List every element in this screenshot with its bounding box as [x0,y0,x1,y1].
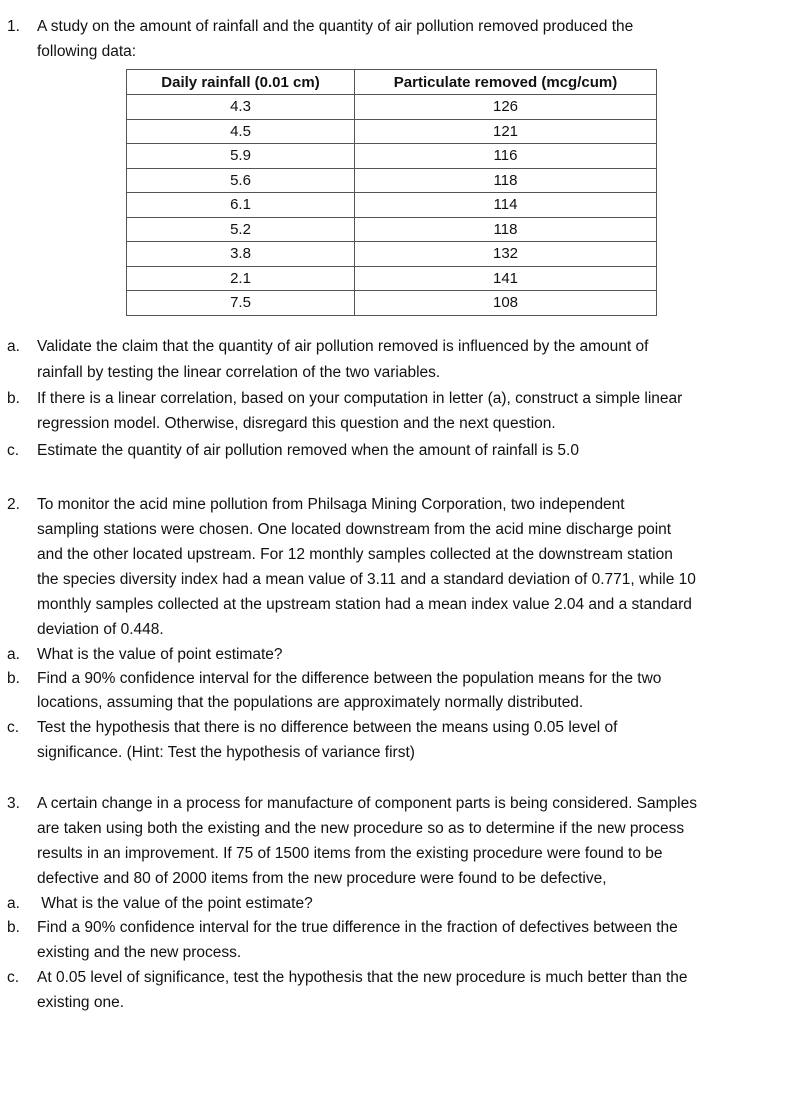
q2-part-text: locations, assuming that the populations are approximately normally distributed. [37,694,584,711]
q2-part-text: significance. (Hint: Test the hypothesis of variance first) [37,744,415,761]
table-header-row [127,70,657,95]
particulate-cell: 126 [355,95,657,120]
table-row [127,119,657,144]
particulate-cell: 141 [355,266,657,291]
q2-part-text: Test the hypothesis that there is no difference between the means using 0.05 level of [37,719,618,736]
particulate-cell: 116 [355,144,657,169]
q2-part-text: Find a 90% confidence interval for the difference between the population means for the two [37,670,662,687]
q3-text-line: results in an improvement. If 75 of 1500 items from the existing procedure were found to be [37,845,663,862]
q2-text-line: deviation of 0.448. [37,621,164,638]
q3-part-text: Find a 90% confidence interval for the true difference in the fraction of defectives between the [37,919,678,936]
header-daily-rainfall: Daily rainfall (0.01 cm) [127,70,355,95]
q3-part-letter: a. [7,895,20,912]
rainfall-cell: 4.3 [127,95,355,120]
q1-part-text: Validate the claim that the quantity of air pollution removed is influenced by the amount of [37,338,649,355]
q2-part-letter: a. [7,646,20,663]
rainfall-cell: 3.8 [127,242,355,267]
q2-text-line: monthly samples collected at the upstream station had a mean index value 2.04 and a standard [37,596,692,613]
rainfall-data-table [126,69,657,316]
rainfall-cell: 7.5 [127,291,355,316]
rainfall-cell: 5.6 [127,168,355,193]
table-row [127,217,657,242]
rainfall-cell: 6.1 [127,193,355,218]
rainfall-cell: 5.2 [127,217,355,242]
table-row [127,95,657,120]
q1-part-letter: a. [7,338,20,355]
q2-part-letter: c. [7,719,20,736]
particulate-cell: 132 [355,242,657,267]
q2-part-letter: b. [7,670,20,687]
rainfall-cell: 5.9 [127,144,355,169]
particulate-cell: 121 [355,119,657,144]
q2-text-line: To monitor the acid mine pollution from Philsaga Mining Corporation, two independent [37,496,625,513]
table-row [127,193,657,218]
table-row [127,242,657,267]
q1-number: 1. [7,18,20,35]
q1-part-text: If there is a linear correlation, based on your computation in letter (a), construct a simple linear [37,390,683,407]
q1-text-line: following data: [37,43,137,60]
rainfall-cell: 4.5 [127,119,355,144]
q1-part-letter: b. [7,390,20,407]
particulate-cell: 114 [355,193,657,218]
particulate-cell: 108 [355,291,657,316]
table-row [127,144,657,169]
q2-text-line: sampling stations were chosen. One located downstream from the acid mine discharge point [37,521,672,538]
q3-part-text: existing one. [37,994,125,1011]
table-row [127,168,657,193]
q2-number: 2. [7,496,20,513]
particulate-cell: 118 [355,168,657,193]
q3-part-text: At 0.05 level of significance, test the hypothesis that the new procedure is much better than the [37,969,688,986]
q1-part-text: rainfall by testing the linear correlation of the two variables. [37,364,441,381]
q3-number: 3. [7,795,20,812]
q2-text-line: the species diversity index had a mean value of 3.11 and a standard deviation of 0.771, while 10 [37,571,696,588]
q3-text-line: A certain change in a process for manufacture of component parts is being considered. Samples [37,795,697,812]
q3-text-line: are taken using both the existing and the new procedure so as to determine if the new process [37,820,685,837]
header-particulate-removed: Particulate removed (mcg/cum) [355,70,657,95]
q3-text-line: defective and 80 of 2000 items from the new procedure were found to be defective, [37,870,607,887]
rainfall-cell: 2.1 [127,266,355,291]
q3-part-text: existing and the new process. [37,944,242,961]
q3-part-letter: c. [7,969,20,986]
q2-text-line: and the other located upstream. For 12 monthly samples collected at the downstream station [37,546,673,563]
q1-text-line: A study on the amount of rainfall and the quantity of air pollution removed produced the [37,18,634,35]
table-row [127,266,657,291]
particulate-cell: 118 [355,217,657,242]
q1-part-text: regression model. Otherwise, disregard this question and the next question. [37,415,556,432]
q1-part-text: Estimate the quantity of air pollution removed when the amount of rainfall is 5.0 [37,442,579,459]
q1-part-letter: c. [7,442,20,459]
q2-part-text: What is the value of point estimate? [37,646,283,663]
q3-part-letter: b. [7,919,20,936]
q3-part-text: What is the value of the point estimate? [37,895,313,912]
table-row [127,291,657,316]
